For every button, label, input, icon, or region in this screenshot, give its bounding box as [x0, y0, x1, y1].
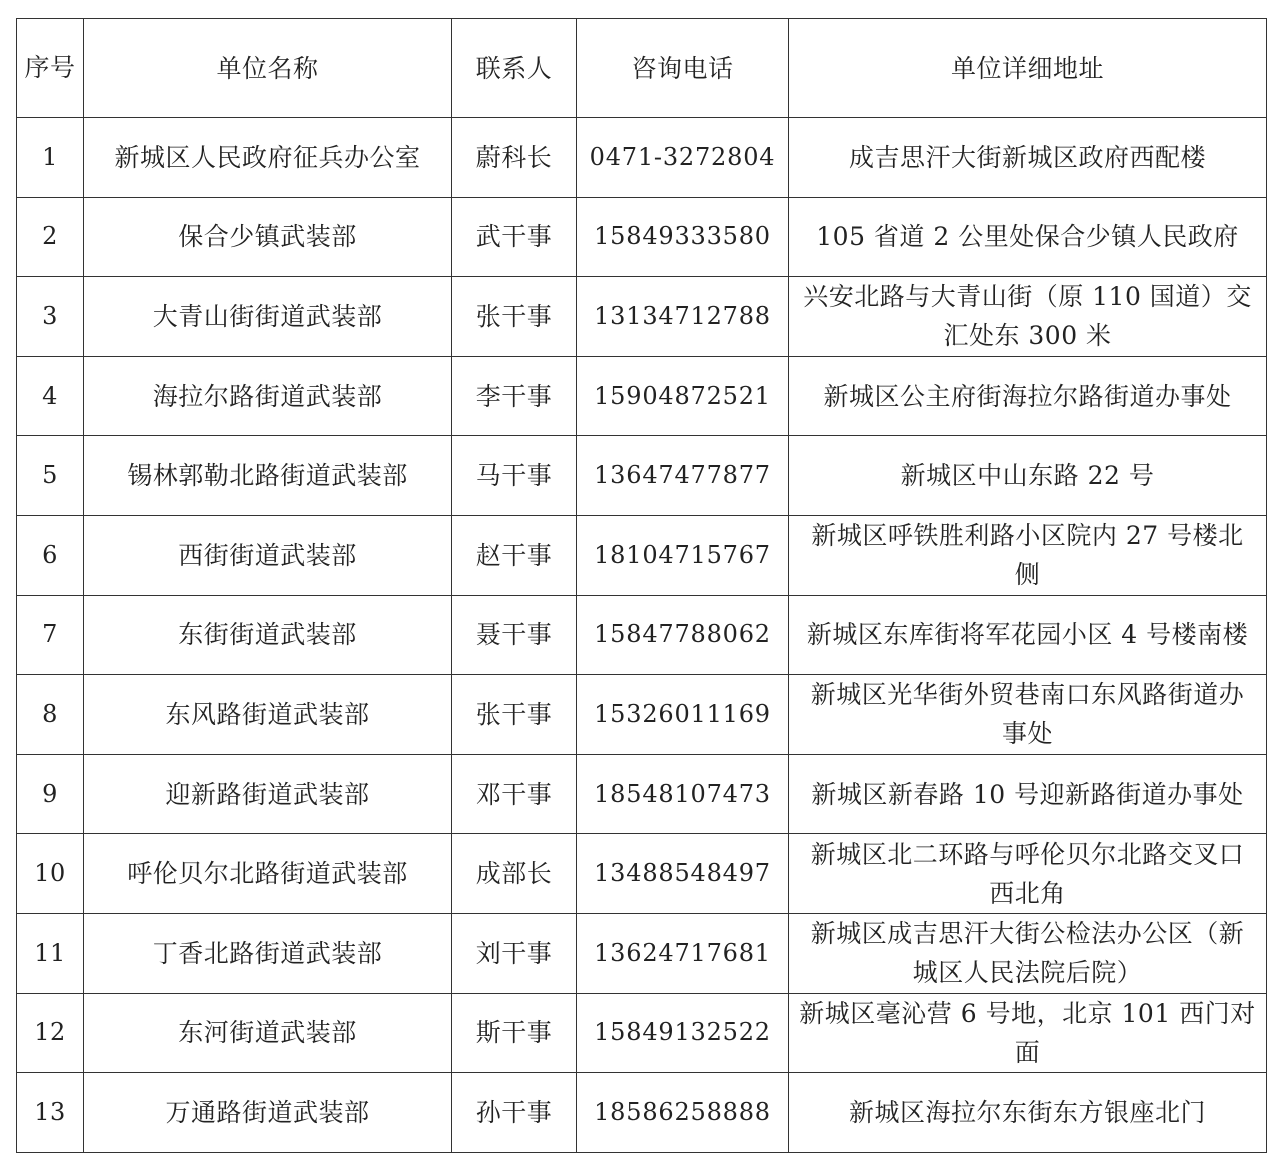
table-row	[17, 118, 1267, 198]
row-index: 6	[17, 515, 84, 595]
row-index: 10	[17, 834, 84, 914]
table-row	[17, 515, 1267, 595]
header-contact-person: 联系人	[452, 19, 577, 118]
row-address: 新城区毫沁营 6 号地，北京 101 西门对面	[789, 993, 1267, 1073]
row-phone: 13488548497	[577, 834, 789, 914]
row-phone: 13624717681	[577, 913, 789, 993]
row-index: 7	[17, 595, 84, 675]
row-unit-name: 西街街道武装部	[84, 515, 452, 595]
table-row	[17, 675, 1267, 755]
row-index: 9	[17, 754, 84, 834]
row-unit-name: 保合少镇武装部	[84, 197, 452, 277]
table-header-row	[17, 19, 1267, 118]
row-contact-person: 武干事	[452, 197, 577, 277]
row-index: 12	[17, 993, 84, 1073]
row-unit-name: 迎新路街道武装部	[84, 754, 452, 834]
row-contact-person: 李干事	[452, 356, 577, 436]
row-index: 13	[17, 1073, 84, 1153]
row-phone: 15847788062	[577, 595, 789, 675]
row-contact-person: 邓干事	[452, 754, 577, 834]
row-unit-name: 丁香北路街道武装部	[84, 913, 452, 993]
row-contact-person: 马干事	[452, 436, 577, 516]
row-index: 5	[17, 436, 84, 516]
header-address: 单位详细地址	[789, 19, 1267, 118]
row-contact-person: 成部长	[452, 834, 577, 914]
row-phone: 15849333580	[577, 197, 789, 277]
row-index: 3	[17, 277, 84, 357]
row-phone: 18548107473	[577, 754, 789, 834]
row-contact-person: 赵干事	[452, 515, 577, 595]
row-phone: 13647477877	[577, 436, 789, 516]
row-unit-name: 呼伦贝尔北路街道武装部	[84, 834, 452, 914]
table-row	[17, 277, 1267, 357]
table-row	[17, 197, 1267, 277]
header-unit-name: 单位名称	[84, 19, 452, 118]
row-phone: 18586258888	[577, 1073, 789, 1153]
row-address: 成吉思汗大街新城区政府西配楼	[789, 118, 1267, 198]
row-address: 新城区公主府街海拉尔路街道办事处	[789, 356, 1267, 436]
table-body	[17, 118, 1267, 1153]
row-unit-name: 东河街道武装部	[84, 993, 452, 1073]
row-contact-person: 蔚科长	[452, 118, 577, 198]
row-address: 新城区新春路 10 号迎新路街道办事处	[789, 754, 1267, 834]
row-address: 新城区光华街外贸巷南口东风路街道办事处	[789, 675, 1267, 755]
row-phone: 0471-3272804	[577, 118, 789, 198]
table-row	[17, 754, 1267, 834]
row-address: 新城区东库街将军花园小区 4 号楼南楼	[789, 595, 1267, 675]
row-address: 新城区中山东路 22 号	[789, 436, 1267, 516]
row-index: 1	[17, 118, 84, 198]
row-contact-person: 张干事	[452, 277, 577, 357]
row-index: 4	[17, 356, 84, 436]
header-index: 序号	[17, 19, 84, 118]
row-phone: 15849132522	[577, 993, 789, 1073]
row-index: 8	[17, 675, 84, 755]
table-row	[17, 436, 1267, 516]
table-row	[17, 356, 1267, 436]
contact-table	[16, 18, 1267, 1153]
row-unit-name: 海拉尔路街道武装部	[84, 356, 452, 436]
table-row	[17, 595, 1267, 675]
row-unit-name: 大青山街街道武装部	[84, 277, 452, 357]
row-unit-name: 东风路街道武装部	[84, 675, 452, 755]
table-row	[17, 1073, 1267, 1153]
row-contact-person: 聂干事	[452, 595, 577, 675]
table-row	[17, 913, 1267, 993]
row-address: 105 省道 2 公里处保合少镇人民政府	[789, 197, 1267, 277]
row-phone: 15904872521	[577, 356, 789, 436]
row-address: 新城区海拉尔东街东方银座北门	[789, 1073, 1267, 1153]
row-unit-name: 新城区人民政府征兵办公室	[84, 118, 452, 198]
table-row	[17, 834, 1267, 914]
header-phone: 咨询电话	[577, 19, 789, 118]
table-row	[17, 993, 1267, 1073]
row-contact-person: 孙干事	[452, 1073, 577, 1153]
row-unit-name: 锡林郭勒北路街道武装部	[84, 436, 452, 516]
row-phone: 15326011169	[577, 675, 789, 755]
row-index: 11	[17, 913, 84, 993]
row-unit-name: 万通路街道武装部	[84, 1073, 452, 1153]
row-contact-person: 张干事	[452, 675, 577, 755]
row-contact-person: 斯干事	[452, 993, 577, 1073]
row-address: 兴安北路与大青山街（原 110 国道）交汇处东 300 米	[789, 277, 1267, 357]
row-phone: 13134712788	[577, 277, 789, 357]
row-address: 新城区北二环路与呼伦贝尔北路交叉口西北角	[789, 834, 1267, 914]
row-address: 新城区成吉思汗大街公检法办公区（新城区人民法院后院）	[789, 913, 1267, 993]
row-contact-person: 刘干事	[452, 913, 577, 993]
row-phone: 18104715767	[577, 515, 789, 595]
row-address: 新城区呼铁胜利路小区院内 27 号楼北侧	[789, 515, 1267, 595]
row-index: 2	[17, 197, 84, 277]
row-unit-name: 东街街道武装部	[84, 595, 452, 675]
